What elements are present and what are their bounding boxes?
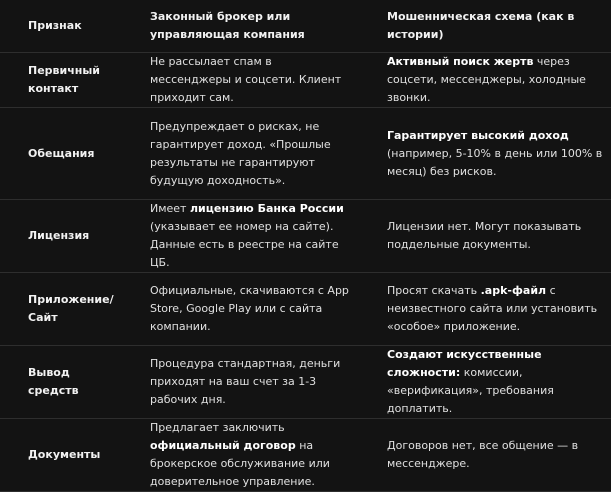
table-row	[0, 53, 611, 108]
feature-cell: Вывод средств	[0, 346, 122, 419]
header-legit: Законный брокер или управляющая компания	[122, 0, 359, 53]
table-row	[0, 108, 611, 200]
scam-cell	[359, 419, 611, 492]
cell-text: Официальные, скачиваются с App Store, Google Play или с сайта компании.	[150, 284, 349, 333]
table-row	[0, 200, 611, 273]
feature-cell: Документы	[0, 419, 122, 492]
emphasis-text: лицензию Банка России	[189, 202, 344, 215]
feature-cell: Лицензия	[0, 200, 122, 273]
cell-text: через соцсети, мессенджеры, холодные звонки.	[387, 55, 586, 104]
cell-text: на брокерское обслуживание или доверительное управление.	[150, 439, 330, 488]
scam-cell	[359, 108, 611, 200]
emphasis-text: Гарантирует высокий доход	[387, 128, 569, 142]
emphasis-text: .apk-файл	[480, 284, 547, 297]
cell-text: с неизвестного сайта или установить «особое» приложение.	[387, 284, 598, 333]
cell-text: Просят скачать	[387, 284, 481, 297]
legit-cell	[122, 419, 359, 492]
emphasis-text: официальный договор	[150, 439, 296, 452]
cell-text: комиссии, «верификация», требования доплатить.	[387, 366, 554, 415]
cell-text: (например, 5-10% в день или 100% в месяц) без рисков.	[387, 146, 603, 178]
feature-cell: Приложение/Сайт	[0, 273, 122, 346]
legit-cell	[122, 346, 359, 419]
scam-cell	[359, 346, 611, 419]
cell-text: Предупреждает о рисках, не гарантирует доход. «Прошлые результаты не гарантируют будущую доходность».	[150, 119, 331, 187]
cell-text: Имеет	[150, 202, 190, 215]
table-row	[0, 273, 611, 346]
legit-cell	[122, 53, 359, 108]
legit-cell	[122, 200, 359, 273]
table-row	[0, 419, 611, 492]
cell-text: Не рассылает спам в мессенджеры и соцсети. Клиент приходит сам.	[150, 55, 342, 104]
scam-cell	[359, 273, 611, 346]
feature-cell: Обещания	[0, 108, 122, 200]
header-feature: Признак	[0, 0, 122, 53]
cell-text: Предлагает заключить	[150, 421, 285, 434]
cell-text: Процедура стандартная, деньги приходят на ваш счет за 1-3 рабочих дня.	[150, 357, 341, 406]
header-scam: Мошенническая схема (как в истории)	[359, 0, 611, 53]
scam-cell	[359, 53, 611, 108]
legit-cell	[122, 108, 359, 200]
emphasis-text: Создают искусственные сложности:	[387, 348, 542, 379]
scam-cell	[359, 200, 611, 273]
cell-text: Лицензии нет. Могут показывать поддельные документы.	[387, 220, 582, 251]
table-header-row	[0, 0, 611, 53]
table-row	[0, 346, 611, 419]
legit-cell	[122, 273, 359, 346]
cell-text: Договоров нет, все общение — в мессенджере.	[387, 439, 579, 470]
feature-cell: Первичный контакт	[0, 53, 122, 108]
cell-text: (указывает ее номер на сайте). Данные есть в реестре на сайте ЦБ.	[150, 220, 339, 269]
emphasis-text: Активный поиск жертв	[387, 55, 534, 68]
